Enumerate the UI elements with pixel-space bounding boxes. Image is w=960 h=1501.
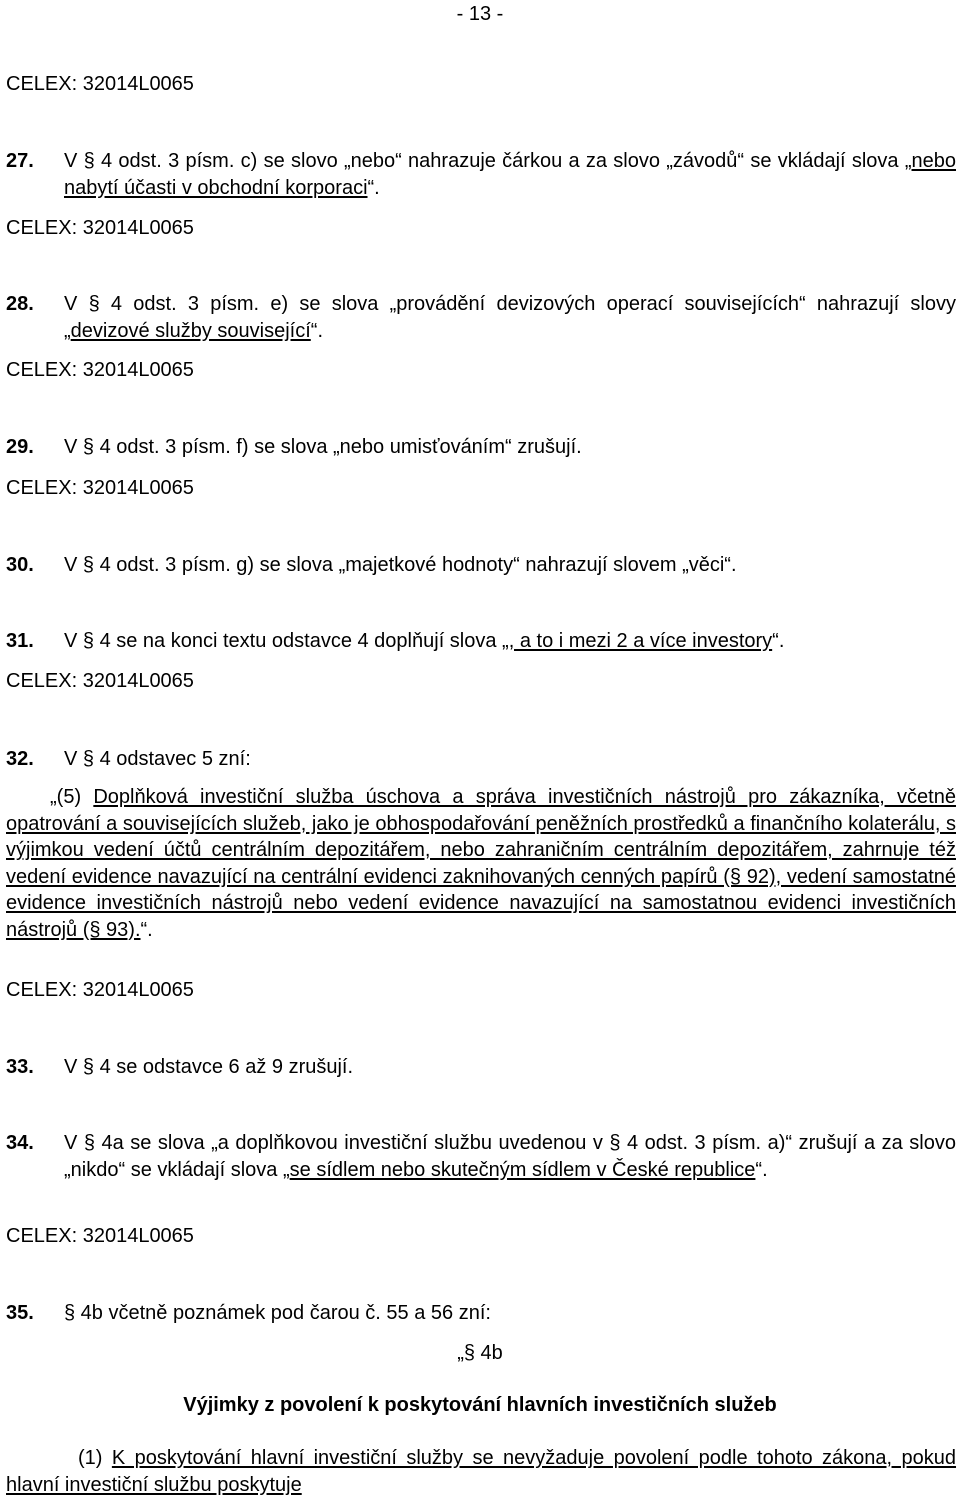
quoted-paragraph-5: „(5) Doplňková investiční služba úschova a správa investičních nástrojů pro zákazníka, včetně opatrování a souvisejících služeb, jako je obhospodařování peněžních prostředků a finančního kolaterálu, s výjimkou vedení účtů centrálním depozitářem, nebo zahraničním centrálním depozitářem, zahrnuje též vedení evidence navazující na centrální evidenci zaknihovaných cenných papírů (§ 92), vedení samostatné evidence investičních nástrojů nebo vedení evidence navazující na samostatnou evidenci investičních nástrojů (§ 93).“. (6, 786, 956, 941)
amendment-32: 32. V § 4 odstavec 5 zní: (6, 746, 956, 773)
celex-reference: CELEX: 32014L0065 (6, 1225, 194, 1247)
item-number: 27. (6, 150, 34, 172)
amendment-29: 29. V § 4 odst. 3 písm. f) se slova „nebo umisťováním“ zrušují. (6, 434, 956, 461)
page-number: - 13 - (456, 3, 504, 25)
celex-reference: CELEX: 32014L0065 (6, 217, 194, 239)
amendment-34: 34. V § 4a se slova „a doplňkovou investiční službu uvedenou v § 4 odst. 3 písm. a)“ zrušují a za slovo „nikdo“ se vkládají slova „se sídlem nebo skutečným sídlem v České republice“. (6, 1132, 956, 1181)
item-number: 34. (6, 1132, 34, 1154)
celex-reference: CELEX: 32014L0065 (6, 73, 194, 95)
amendment-30: 30. V § 4 odst. 3 písm. g) se slova „majetkové hodnoty“ nahrazují slovem „věci“. (6, 552, 956, 579)
amendment-31: 31. V § 4 se na konci textu odstavce 4 doplňují slova „, a to i mezi 2 a více investory“. (6, 628, 956, 655)
celex-reference: CELEX: 32014L0065 (6, 477, 194, 499)
celex-reference: CELEX: 32014L0065 (6, 359, 194, 381)
section-paragraph-1: (1) K poskytování hlavní investiční služby se nevyžaduje povolení podle tohoto zákona, pokud hlavní investiční službu poskytuje (6, 1447, 957, 1496)
amendment-27: 27. V § 4 odst. 3 písm. c) se slovo „nebo“ nahrazuje čárkou a za slovo „závodů“ se vkládají slova „nebo nabytí účasti v obchodní korporaci“. (6, 150, 956, 199)
section-title: Výjimky z povolení k poskytování hlavních investičních služeb (183, 1394, 777, 1416)
item-number: 30. (6, 554, 34, 576)
item-number: 33. (6, 1056, 34, 1078)
celex-reference: CELEX: 32014L0065 (6, 979, 194, 1001)
item-number: 32. (6, 748, 34, 770)
item-number: 28. (6, 293, 34, 315)
section-mark: „§ 4b (457, 1342, 503, 1364)
amendment-28: 28. V § 4 odst. 3 písm. e) se slova „provádění devizových operací souvisejících“ nahrazují slovy „devizové služby související“. (6, 293, 956, 342)
amendment-35: 35. § 4b včetně poznámek pod čarou č. 55 a 56 zní: (6, 1300, 956, 1327)
celex-reference: CELEX: 32014L0065 (6, 670, 194, 692)
item-number: 35. (6, 1302, 34, 1324)
item-number: 29. (6, 436, 34, 458)
item-number: 31. (6, 630, 34, 652)
amendment-33: 33. V § 4 se odstavce 6 až 9 zrušují. (6, 1054, 956, 1081)
